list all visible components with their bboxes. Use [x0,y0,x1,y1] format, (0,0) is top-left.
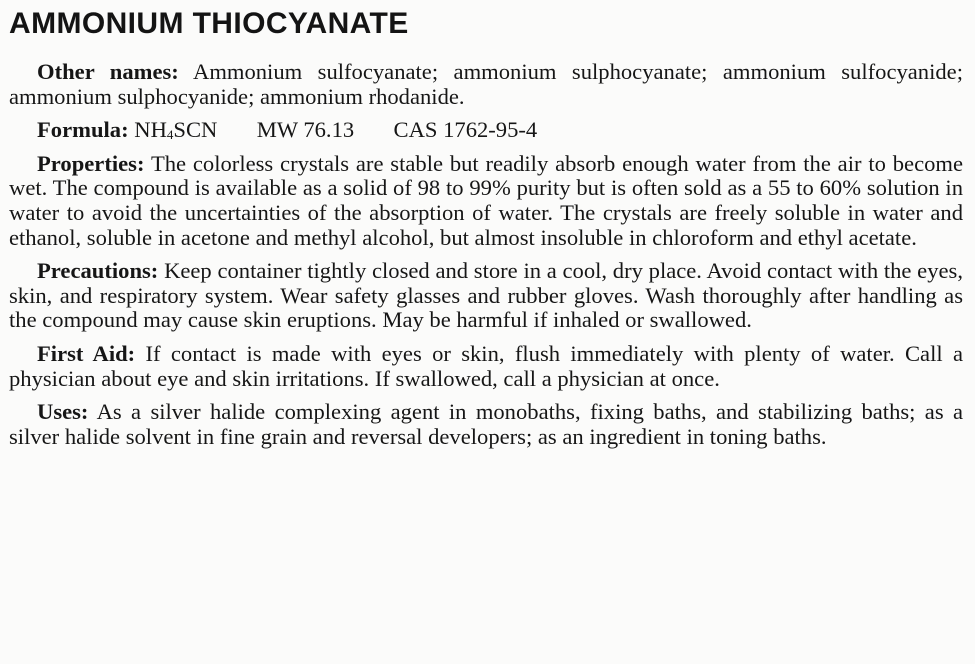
formula-suffix: SCN [173,117,218,143]
uses-section [9,400,963,449]
formula-line [9,118,963,143]
first-aid-text: If contact is made with eyes or skin, flush immediately with plenty of water. Call a physician about eye and skin irritations. If swallowed, call a physician at once. [9,340,963,391]
uses-label: Uses: [37,399,89,425]
properties-label: Properties: [37,150,145,176]
properties-section [9,152,963,250]
uses-text: As a silver halide complexing agent in monobaths, fixing baths, and stabilizing baths; as a silver halide solvent in fine grain and reversal developers; as an ingredient in toning baths. [9,399,964,449]
formula-prefix: NH [134,117,167,143]
properties-text: The colorless crystals are stable but readily absorb enough water from the air to become wet. The compound is available as a solid of 98 to 99% purity but is often sold as a 55 to 60% solution in water to avoid the uncertainties of the absorption of water. The crystals are freely soluble in water and ethanol, soluble in acetone and methyl alcohol, but almost insoluble in chloroform and ethyl acetate. [9,150,964,250]
first-aid-section [9,342,963,391]
molecular-weight: MW 76.13 [256,117,355,143]
formula-label: Formula: [37,117,129,143]
formula-value [134,117,217,142]
other-names-section [9,60,963,109]
formula-subscript: 4 [166,127,174,143]
other-names-label: Other names: [37,59,179,84]
cas-number: CAS 1762-95-4 [393,117,538,143]
other-names-text: Ammonium sulfocyanate; ammonium sulphocyanate; ammonium sulfocyanide; ammonium sulphocyanide; ammonium rhodanide. [9,59,963,109]
precautions-label: Precautions: [37,258,159,284]
page-title: AMMONIUM THIOCYANATE [9,7,409,40]
first-aid-label: First Aid: [37,340,136,366]
precautions-section [9,259,963,333]
precautions-text: Keep container tightly closed and store in a cool, dry place. Avoid contact with the eyes, skin, and respiratory system. Wear safety glasses and rubber gloves. Wash thoroughly after handling as the compound may cause skin eruptions. May be harmful if inhaled or swallowed. [9,258,963,333]
